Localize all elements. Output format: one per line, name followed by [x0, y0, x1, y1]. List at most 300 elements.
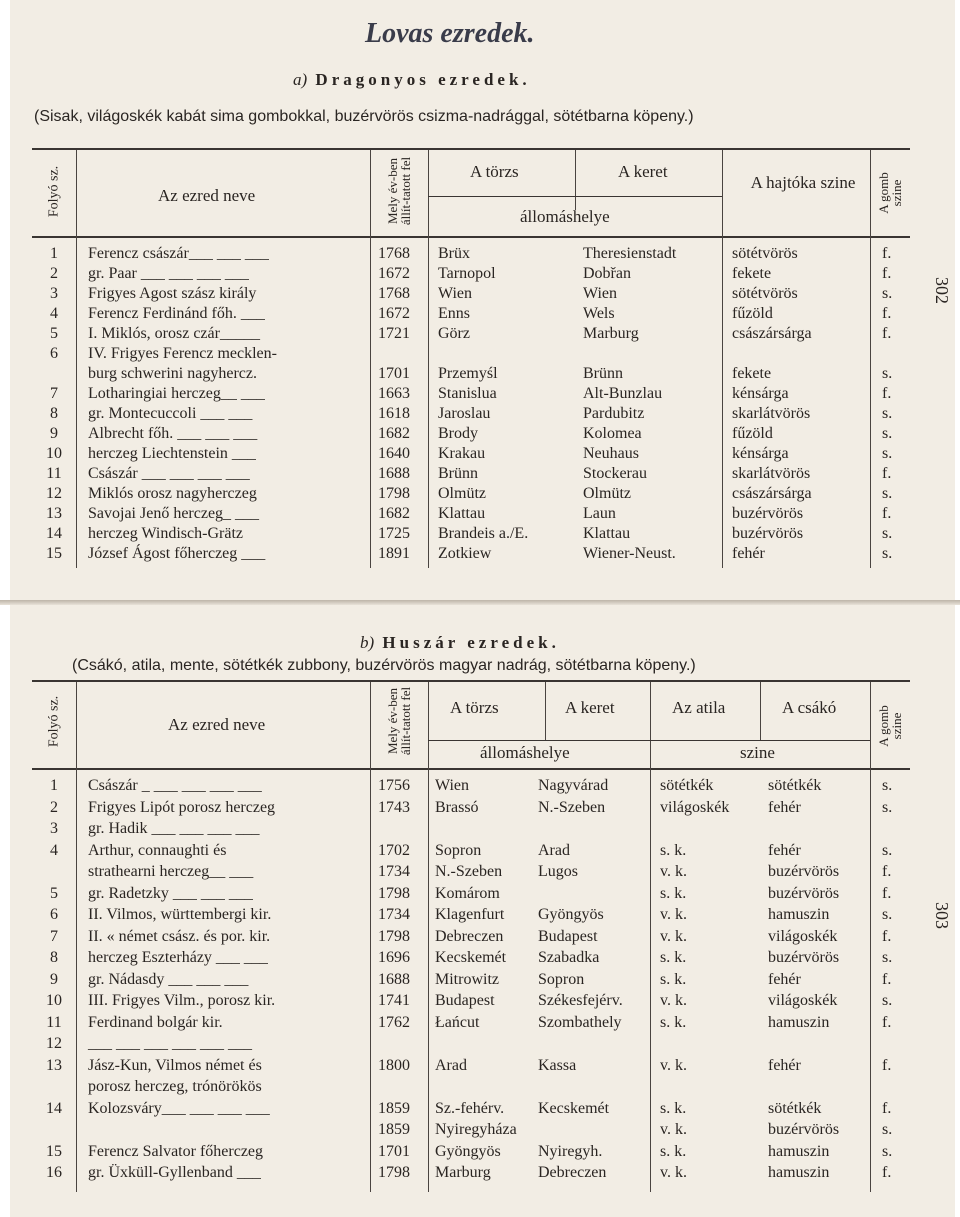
cell-color: fűzöld — [732, 425, 773, 442]
cell-button: f. — [882, 970, 892, 988]
cell-csako: sötétkék — [768, 1099, 822, 1117]
cell-torzs: Stanislua — [438, 385, 497, 402]
col-divider — [760, 682, 761, 740]
cell-name: herczeg Windisch-Grätz — [88, 525, 243, 542]
cell-torzs: Zotkiew — [438, 545, 492, 562]
header-keret: A keret — [565, 698, 615, 717]
cell-no: 10 — [46, 445, 62, 462]
table-row — [10, 525, 955, 545]
cell-keret: Pardubitz — [583, 405, 645, 422]
cell-atila: v. k. — [660, 1056, 687, 1074]
cell-color: buzérvörös — [732, 525, 804, 542]
cell-torzs: Olmütz — [438, 485, 486, 502]
cell-keret: Laun — [583, 505, 616, 522]
cell-button: f. — [882, 1013, 892, 1031]
cell-year: 1859 — [378, 1121, 410, 1138]
table-row — [10, 906, 955, 926]
cell-no: 3 — [50, 820, 58, 837]
cell-name: Császár ___ ___ ___ ___ — [88, 465, 250, 482]
table-row — [10, 425, 955, 445]
cell-button: f. — [882, 385, 892, 402]
cell-name: ___ ___ ___ ___ ___ ___ — [88, 1035, 252, 1052]
cell-torzs: Brandeis a./E. — [438, 525, 529, 542]
cell-keret: Nagyvárad — [538, 777, 609, 794]
cell-year: 1743 — [378, 798, 410, 816]
uniform-note: (Csákó, atila, mente, sötétkék zubbony, buzérvörös magyar nadrág, sötétbarna köpeny.) — [72, 657, 696, 674]
cell-year: 1798 — [378, 927, 410, 945]
cell-button: f. — [882, 245, 892, 262]
cell-year: 1696 — [378, 949, 410, 966]
cell-name: Savojai Jenő herczeg_ ___ — [88, 505, 260, 522]
table-row — [10, 863, 955, 883]
table-row — [10, 842, 955, 862]
section-subtitle: a) Dragonyos ezredek. — [293, 70, 531, 89]
cell-color: fekete — [732, 365, 772, 382]
cell-year: 1672 — [378, 265, 410, 282]
cell-no: 8 — [50, 405, 58, 422]
cell-atila: v. k. — [660, 927, 687, 945]
cell-torzs: Komárom — [435, 884, 500, 902]
table-row — [10, 1100, 955, 1120]
cell-button: s. — [882, 365, 893, 382]
cell-no: 5 — [50, 884, 58, 902]
cell-torzs: Wien — [438, 285, 473, 302]
cell-year: 1701 — [378, 1142, 410, 1160]
cell-name: Arthur, connaughti és — [88, 841, 227, 859]
cell-torzs: Tarnopol — [438, 265, 496, 282]
cell-torzs: Klagenfurt — [435, 906, 505, 923]
cell-csako: fehér — [768, 841, 801, 859]
cell-no: 13 — [46, 1056, 62, 1074]
cell-keret: Gyöngyös — [538, 906, 604, 923]
cell-year: 1798 — [378, 884, 410, 902]
cell-torzs: Görz — [438, 325, 470, 342]
cell-year: 1663 — [378, 385, 410, 402]
cell-name: burg schwerini nagyhercz. — [88, 365, 257, 382]
cell-year: 1859 — [378, 1099, 410, 1117]
cell-torzs: Arad — [435, 1056, 467, 1074]
cell-button: s. — [882, 841, 893, 859]
cell-no: 9 — [50, 425, 58, 442]
cell-color: buzérvörös — [732, 505, 804, 522]
cell-name: Ferencz császár___ ___ ___ — [88, 245, 269, 262]
cell-atila: s. k. — [660, 1013, 687, 1031]
cell-year: 1800 — [378, 1056, 410, 1074]
cell-no: 3 — [50, 285, 58, 302]
table-row — [10, 385, 955, 405]
table-row — [10, 545, 955, 565]
cell-atila: s. k. — [660, 841, 687, 859]
cell-color: császársárga — [732, 325, 812, 342]
cell-button: s. — [882, 285, 893, 302]
cell-atila: s. k. — [660, 970, 687, 988]
cell-name: porosz herczeg, trónörökös — [88, 1078, 262, 1095]
cell-name: Albrecht főh. ___ ___ ___ — [88, 425, 258, 442]
cell-no: 2 — [50, 265, 58, 282]
header-station: állomáshelye — [520, 207, 610, 226]
cell-csako: hamuszin — [768, 1013, 830, 1031]
cell-no: 7 — [50, 385, 58, 402]
cell-year: 1721 — [378, 325, 410, 342]
table-row — [10, 885, 955, 905]
cell-keret: Neuhaus — [583, 445, 639, 462]
cell-button: s. — [882, 545, 893, 562]
cell-button: f. — [882, 1099, 892, 1117]
table-row — [10, 820, 955, 840]
cell-name: gr. Hadik ___ ___ ___ ___ — [88, 820, 260, 837]
table-row — [10, 345, 955, 365]
cell-keret: Wiener-Neust. — [583, 545, 676, 562]
header-sub-rule — [428, 196, 722, 197]
cell-atila: s. k. — [660, 884, 687, 902]
cell-color: kénsárga — [732, 445, 789, 462]
table-row — [10, 265, 955, 285]
cell-year: 1768 — [378, 285, 410, 302]
table-row — [10, 485, 955, 505]
cell-year: 1734 — [378, 863, 410, 880]
cell-name: gr. Paar ___ ___ ___ ___ — [88, 265, 249, 282]
cell-atila: v. k. — [660, 863, 687, 880]
cell-name: gr. Nádasdy ___ ___ ___ — [88, 970, 249, 988]
cell-keret: Lugos — [538, 863, 578, 880]
cell-no: 4 — [50, 841, 58, 859]
cell-no: 15 — [46, 1142, 62, 1160]
cell-atila: világoskék — [660, 798, 730, 816]
cell-button: f. — [882, 465, 892, 482]
cell-name: gr. Radetzky ___ ___ ___ — [88, 884, 253, 902]
header-facing: A hajtóka szine — [750, 173, 856, 192]
table-row — [10, 1057, 955, 1077]
cell-year: 1768 — [378, 245, 410, 262]
header-button: A gomb szine — [876, 705, 904, 747]
page-303 — [10, 605, 955, 1217]
cell-atila: v. k. — [660, 1121, 687, 1138]
cell-keret: Budapest — [538, 927, 598, 945]
cell-csako: buzérvörös — [768, 863, 840, 880]
cell-button: s. — [882, 777, 893, 794]
cell-name: gr. Montecuccoli ___ ___ — [88, 405, 253, 422]
page-number: 302 — [932, 277, 952, 304]
cell-torzs: Krakau — [438, 445, 486, 462]
cell-atila: v. k. — [660, 906, 687, 923]
cell-name: Miklós orosz nagyherczeg — [88, 485, 257, 502]
cell-torzs: Łańcut — [435, 1013, 480, 1031]
cell-color: fekete — [732, 265, 772, 282]
cell-no: 15 — [46, 545, 62, 562]
table-row — [10, 971, 955, 991]
cell-torzs: Brünn — [438, 465, 478, 482]
cell-torzs: Enns — [438, 305, 470, 322]
cell-color: fűzöld — [732, 305, 773, 322]
cell-keret: Marburg — [583, 325, 639, 342]
cell-button: s. — [882, 1142, 893, 1160]
cell-keret: Szabadka — [538, 949, 600, 966]
cell-keret: Arad — [538, 841, 570, 859]
cell-button: s. — [882, 485, 893, 502]
cell-torzs: Wien — [435, 777, 470, 794]
cell-csako: hamuszin — [768, 1164, 830, 1181]
header-no: Folyó sz. — [46, 165, 62, 218]
cell-keret: Alt-Bunzlau — [583, 385, 663, 402]
cell-name: strathearni herczeg__ ___ — [88, 863, 254, 880]
cell-atila: v. k. — [660, 992, 687, 1009]
cell-button: s. — [882, 425, 893, 442]
cell-torzs: Budapest — [435, 992, 495, 1009]
cell-csako: buzérvörös — [768, 949, 840, 966]
cell-year: 1640 — [378, 445, 410, 462]
cell-keret: Kolomea — [583, 425, 642, 442]
table-row — [10, 799, 955, 819]
cell-torzs: Brüx — [438, 245, 470, 262]
page-number: 303 — [932, 902, 952, 929]
cell-no: 8 — [50, 949, 58, 966]
cell-no: 2 — [50, 798, 58, 816]
header-name: Az ezred neve — [158, 186, 256, 205]
table-row — [10, 505, 955, 525]
cell-name: I. Miklós, orosz czár_____ — [88, 325, 260, 342]
cell-keret: Stockerau — [583, 465, 647, 482]
cell-year: 1798 — [378, 485, 410, 502]
cell-name: Császár _ ___ ___ ___ ___ — [88, 777, 262, 794]
cell-keret: Debreczen — [538, 1164, 607, 1181]
cell-name: Ferencz Ferdinánd főh. ___ — [88, 305, 265, 322]
cell-color: sötétvörös — [732, 245, 798, 262]
cell-torzs: Mitrowitz — [435, 970, 499, 988]
header-no: Folyó sz. — [46, 695, 62, 748]
cell-button: f. — [882, 884, 892, 902]
cell-name: Kolozsváry___ ___ ___ ___ — [88, 1099, 270, 1117]
cell-atila: s. k. — [660, 1099, 687, 1117]
cell-name: Ferdinand bolgár kir. — [88, 1013, 223, 1031]
header-color: szine — [740, 743, 775, 762]
cell-keret: Dobřan — [583, 265, 631, 282]
cell-button: f. — [882, 1164, 892, 1181]
cell-button: f. — [882, 863, 892, 880]
header-atila: Az atila — [672, 698, 726, 717]
cell-csako: buzérvörös — [768, 884, 840, 902]
cell-torzs: N.-Szeben — [435, 863, 503, 880]
cell-name: herczeg Eszterházy ___ ___ — [88, 949, 268, 966]
cell-atila: s. k. — [660, 949, 687, 966]
cell-button: f. — [882, 927, 892, 945]
table-row — [10, 777, 955, 797]
cell-button: s. — [882, 906, 893, 923]
uniform-note: (Sisak, világoskék kabát sima gombokkal, buzérvörös csizma-nadrággal, sötétbarna köpeny.) — [34, 108, 694, 125]
cell-no: 16 — [46, 1164, 62, 1181]
cell-torzs: Sopron — [435, 841, 482, 859]
cell-no: 11 — [46, 465, 62, 482]
cell-button: s. — [882, 949, 893, 966]
header-torzs: A törzs — [470, 162, 519, 181]
cell-atila: sötétkék — [660, 777, 714, 794]
cell-csako: világoskék — [768, 992, 838, 1009]
cell-keret: Kecskemét — [538, 1099, 610, 1117]
header-button: A gomb szine — [876, 172, 904, 214]
cell-keret: Sopron — [538, 970, 585, 988]
cell-torzs: Przemyśl — [438, 365, 498, 382]
cell-button: f. — [882, 265, 892, 282]
header-sub-rule — [428, 740, 870, 741]
table-top-rule — [32, 680, 910, 682]
cell-torzs: Brassó — [435, 798, 479, 816]
table-row — [10, 365, 955, 385]
cell-no: 14 — [46, 525, 62, 542]
cell-name: herczeg Liechtenstein ___ — [88, 445, 256, 462]
table-row — [10, 465, 955, 485]
table-row — [10, 245, 955, 265]
table-row — [10, 1014, 955, 1034]
table-header-rule — [32, 236, 910, 238]
cell-color: fehér — [732, 545, 765, 562]
cell-button: s. — [882, 405, 893, 422]
col-divider — [575, 150, 576, 210]
cell-year: 1682 — [378, 505, 410, 522]
cell-keret: Wien — [583, 285, 618, 302]
cell-keret: Brünn — [583, 365, 623, 382]
cell-button: s. — [882, 445, 893, 462]
header-year: Mely év-ben állít-tatott fel — [385, 156, 413, 226]
cell-year: 1702 — [378, 841, 410, 859]
cell-csako: sötétkék — [768, 777, 822, 794]
cell-no: 9 — [50, 970, 58, 988]
cell-torzs: Nyiregyháza — [435, 1121, 517, 1138]
cell-keret: N.-Szeben — [538, 798, 606, 816]
cell-no: 13 — [46, 505, 62, 522]
cell-no: 4 — [50, 305, 58, 322]
cell-keret: Theresienstadt — [583, 245, 677, 262]
cell-name: Frigyes Lipót porosz herczeg — [88, 798, 276, 816]
cell-no: 6 — [50, 906, 58, 923]
table-row — [10, 445, 955, 465]
table-row — [10, 305, 955, 325]
cell-year: 1672 — [378, 305, 410, 322]
cell-color: skarlátvörös — [732, 465, 811, 482]
table-row — [10, 928, 955, 948]
cell-color: császársárga — [732, 485, 812, 502]
cell-year: 1701 — [378, 365, 410, 382]
cell-year: 1762 — [378, 1013, 410, 1031]
cell-keret: Nyiregyh. — [538, 1142, 603, 1160]
cell-color: skarlátvörös — [732, 405, 811, 422]
cell-torzs: Klattau — [438, 505, 486, 522]
header-name: Az ezred neve — [168, 715, 266, 734]
cell-year: 1688 — [378, 465, 410, 482]
cell-atila: v. k. — [660, 1164, 687, 1181]
header-csako: A csákó — [782, 698, 837, 717]
table-row — [10, 1143, 955, 1163]
cell-no: 11 — [46, 1013, 62, 1031]
cell-no: 6 — [50, 345, 58, 362]
cell-torzs: Brody — [438, 425, 478, 442]
cell-keret: Kassa — [538, 1056, 577, 1074]
cell-keret: Olmütz — [583, 485, 631, 502]
cell-button: s. — [882, 525, 893, 542]
cell-year: 1618 — [378, 405, 410, 422]
cell-color: sötétvörös — [732, 285, 798, 302]
cell-keret: Klattau — [583, 525, 631, 542]
page-title: Lovas ezredek. — [365, 18, 535, 49]
header-station: állomáshelye — [480, 743, 570, 762]
cell-csako: fehér — [768, 1056, 801, 1074]
cell-name: József Ágost főherczeg ___ — [88, 545, 266, 562]
cell-button: f. — [882, 325, 892, 342]
cell-no: 1 — [50, 245, 58, 262]
table-row — [10, 949, 955, 969]
cell-torzs: Gyöngyös — [435, 1142, 501, 1160]
table-row — [10, 992, 955, 1012]
page-302 — [10, 0, 955, 600]
table-row — [10, 285, 955, 305]
header-year: Mely év-ben állít-tatott fel — [385, 686, 413, 756]
cell-year: 1688 — [378, 970, 410, 988]
cell-no: 12 — [46, 485, 62, 502]
cell-no: 14 — [46, 1099, 62, 1117]
cell-name: Lotharingiai herczeg__ ___ — [88, 385, 265, 402]
cell-torzs: Jaroslau — [438, 405, 491, 422]
table-row — [10, 1164, 955, 1184]
cell-year: 1682 — [378, 425, 410, 442]
cell-color: kénsárga — [732, 385, 789, 402]
cell-name: IV. Frigyes Ferencz mecklen- — [88, 345, 277, 362]
table-row — [10, 1078, 955, 1098]
cell-name: III. Frigyes Vilm., porosz kir. — [88, 992, 276, 1009]
cell-keret: Wels — [583, 305, 615, 322]
cell-csako: világoskék — [768, 927, 838, 945]
cell-year: 1756 — [378, 777, 410, 794]
cell-name: Jász-Kun, Vilmos német és — [88, 1056, 262, 1074]
cell-no: 12 — [46, 1035, 62, 1052]
cell-button: s. — [882, 798, 893, 816]
cell-button: s. — [882, 992, 893, 1009]
cell-torzs: Kecskemét — [435, 949, 507, 966]
cell-year: 1725 — [378, 525, 410, 542]
cell-csako: hamuszin — [768, 1142, 830, 1160]
cell-csako: fehér — [768, 798, 801, 816]
cell-button: f. — [882, 305, 892, 322]
cell-name: gr. Üxküll-Gyllenband ___ — [88, 1164, 261, 1181]
table-row — [10, 325, 955, 345]
cell-keret: Szombathely — [538, 1013, 622, 1031]
cell-no: 10 — [46, 992, 62, 1009]
cell-torzs: Debreczen — [435, 927, 504, 945]
table-row — [10, 1035, 955, 1055]
table-header-rule — [32, 768, 910, 770]
cell-keret: Székesfejérv. — [538, 992, 623, 1009]
cell-torzs: Sz.-fehérv. — [435, 1099, 505, 1117]
cell-button: s. — [882, 1121, 893, 1138]
cell-csako: buzérvörös — [768, 1121, 840, 1138]
cell-year: 1891 — [378, 545, 410, 562]
section-subtitle: b) Huszár ezredek. — [360, 633, 560, 652]
cell-no: 5 — [50, 325, 58, 342]
cell-no: 7 — [50, 927, 58, 945]
table-row — [10, 405, 955, 425]
cell-atila: s. k. — [660, 1142, 687, 1160]
cell-name: Ferencz Salvator főherczeg — [88, 1142, 264, 1160]
cell-no: 1 — [50, 777, 58, 794]
cell-csako: fehér — [768, 970, 801, 988]
cell-name: II. Vilmos, württembergi kir. — [88, 906, 272, 923]
cell-name: II. « német csász. és por. kir. — [88, 927, 271, 945]
table-row — [10, 1121, 955, 1141]
cell-csako: hamuszin — [768, 906, 830, 923]
cell-button: f. — [882, 1056, 892, 1074]
cell-button: f. — [882, 505, 892, 522]
cell-year: 1741 — [378, 992, 410, 1009]
col-divider — [545, 682, 546, 740]
cell-year: 1798 — [378, 1164, 410, 1181]
header-torzs: A törzs — [450, 698, 499, 717]
